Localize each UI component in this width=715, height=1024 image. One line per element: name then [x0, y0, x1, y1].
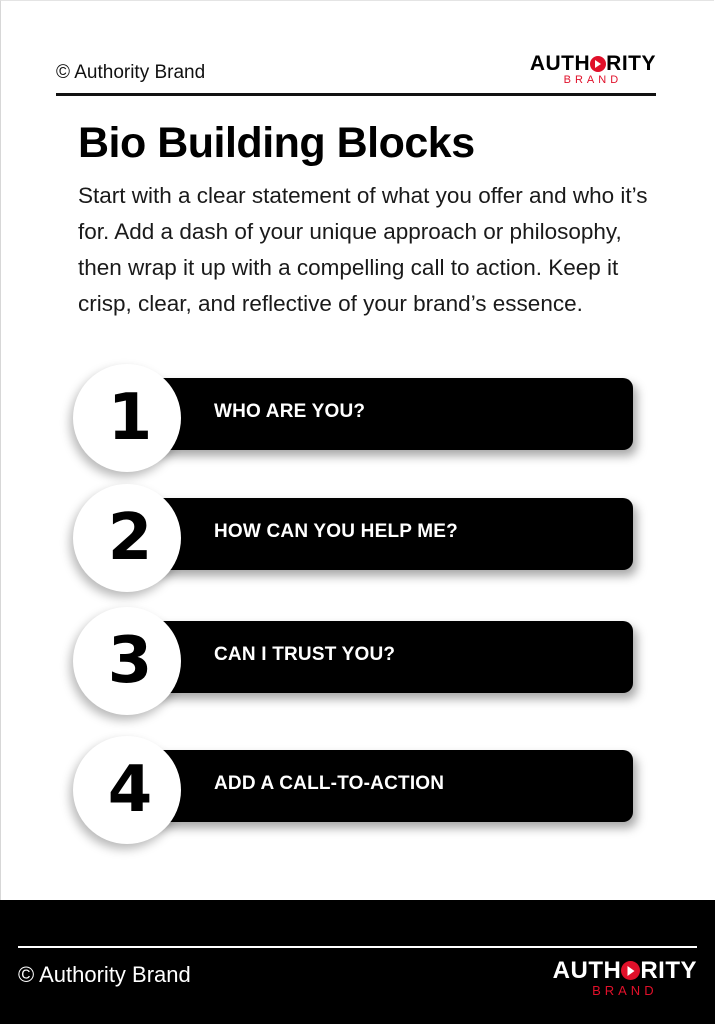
block-number: 2 [107, 501, 153, 575]
play-circle-icon [590, 56, 606, 72]
header-copyright: © Authority Brand [56, 62, 206, 83]
block-number: 1 [107, 381, 153, 455]
building-block-4 [73, 736, 633, 844]
intro-paragraph: Start with a clear statement of what you offer and who it’s for. Add a dash of your unique approach or philosophy, then wrap it up with a compelling call to action. Keep it crisp, clear, and reflective of your brand’s essence. [78, 183, 648, 316]
page-title: Bio Building Blocks [78, 119, 475, 167]
block-number-circle [73, 364, 181, 472]
building-block-1 [73, 364, 633, 472]
block-number-circle [73, 484, 181, 592]
block-label: CAN I TRUST YOU? [214, 644, 396, 665]
building-block-2 [73, 484, 633, 592]
block-label: WHO ARE YOU? [214, 401, 366, 422]
footer-logo-subtitle: BRAND [592, 983, 658, 998]
page-header [56, 53, 656, 96]
page-footer [0, 900, 715, 1024]
footer-logo [553, 959, 697, 997]
building-block-3 [73, 607, 633, 715]
block-number: 3 [107, 624, 153, 698]
block-number-circle [73, 607, 181, 715]
block-label: ADD A CALL-TO-ACTION [214, 773, 445, 794]
footer-copyright: © Authority Brand [18, 962, 191, 987]
block-label: HOW CAN YOU HELP ME? [214, 521, 458, 542]
footer-logo-wordmark: AUTH RITY [552, 957, 697, 984]
block-number: 4 [107, 753, 153, 827]
block-number-circle [73, 736, 181, 844]
header-logo-wordmark: AUTH RITY [529, 52, 656, 75]
header-logo [530, 53, 656, 86]
play-circle-icon [621, 961, 640, 980]
header-logo-subtitle: BRAND [563, 74, 623, 86]
footer-divider [18, 946, 697, 948]
